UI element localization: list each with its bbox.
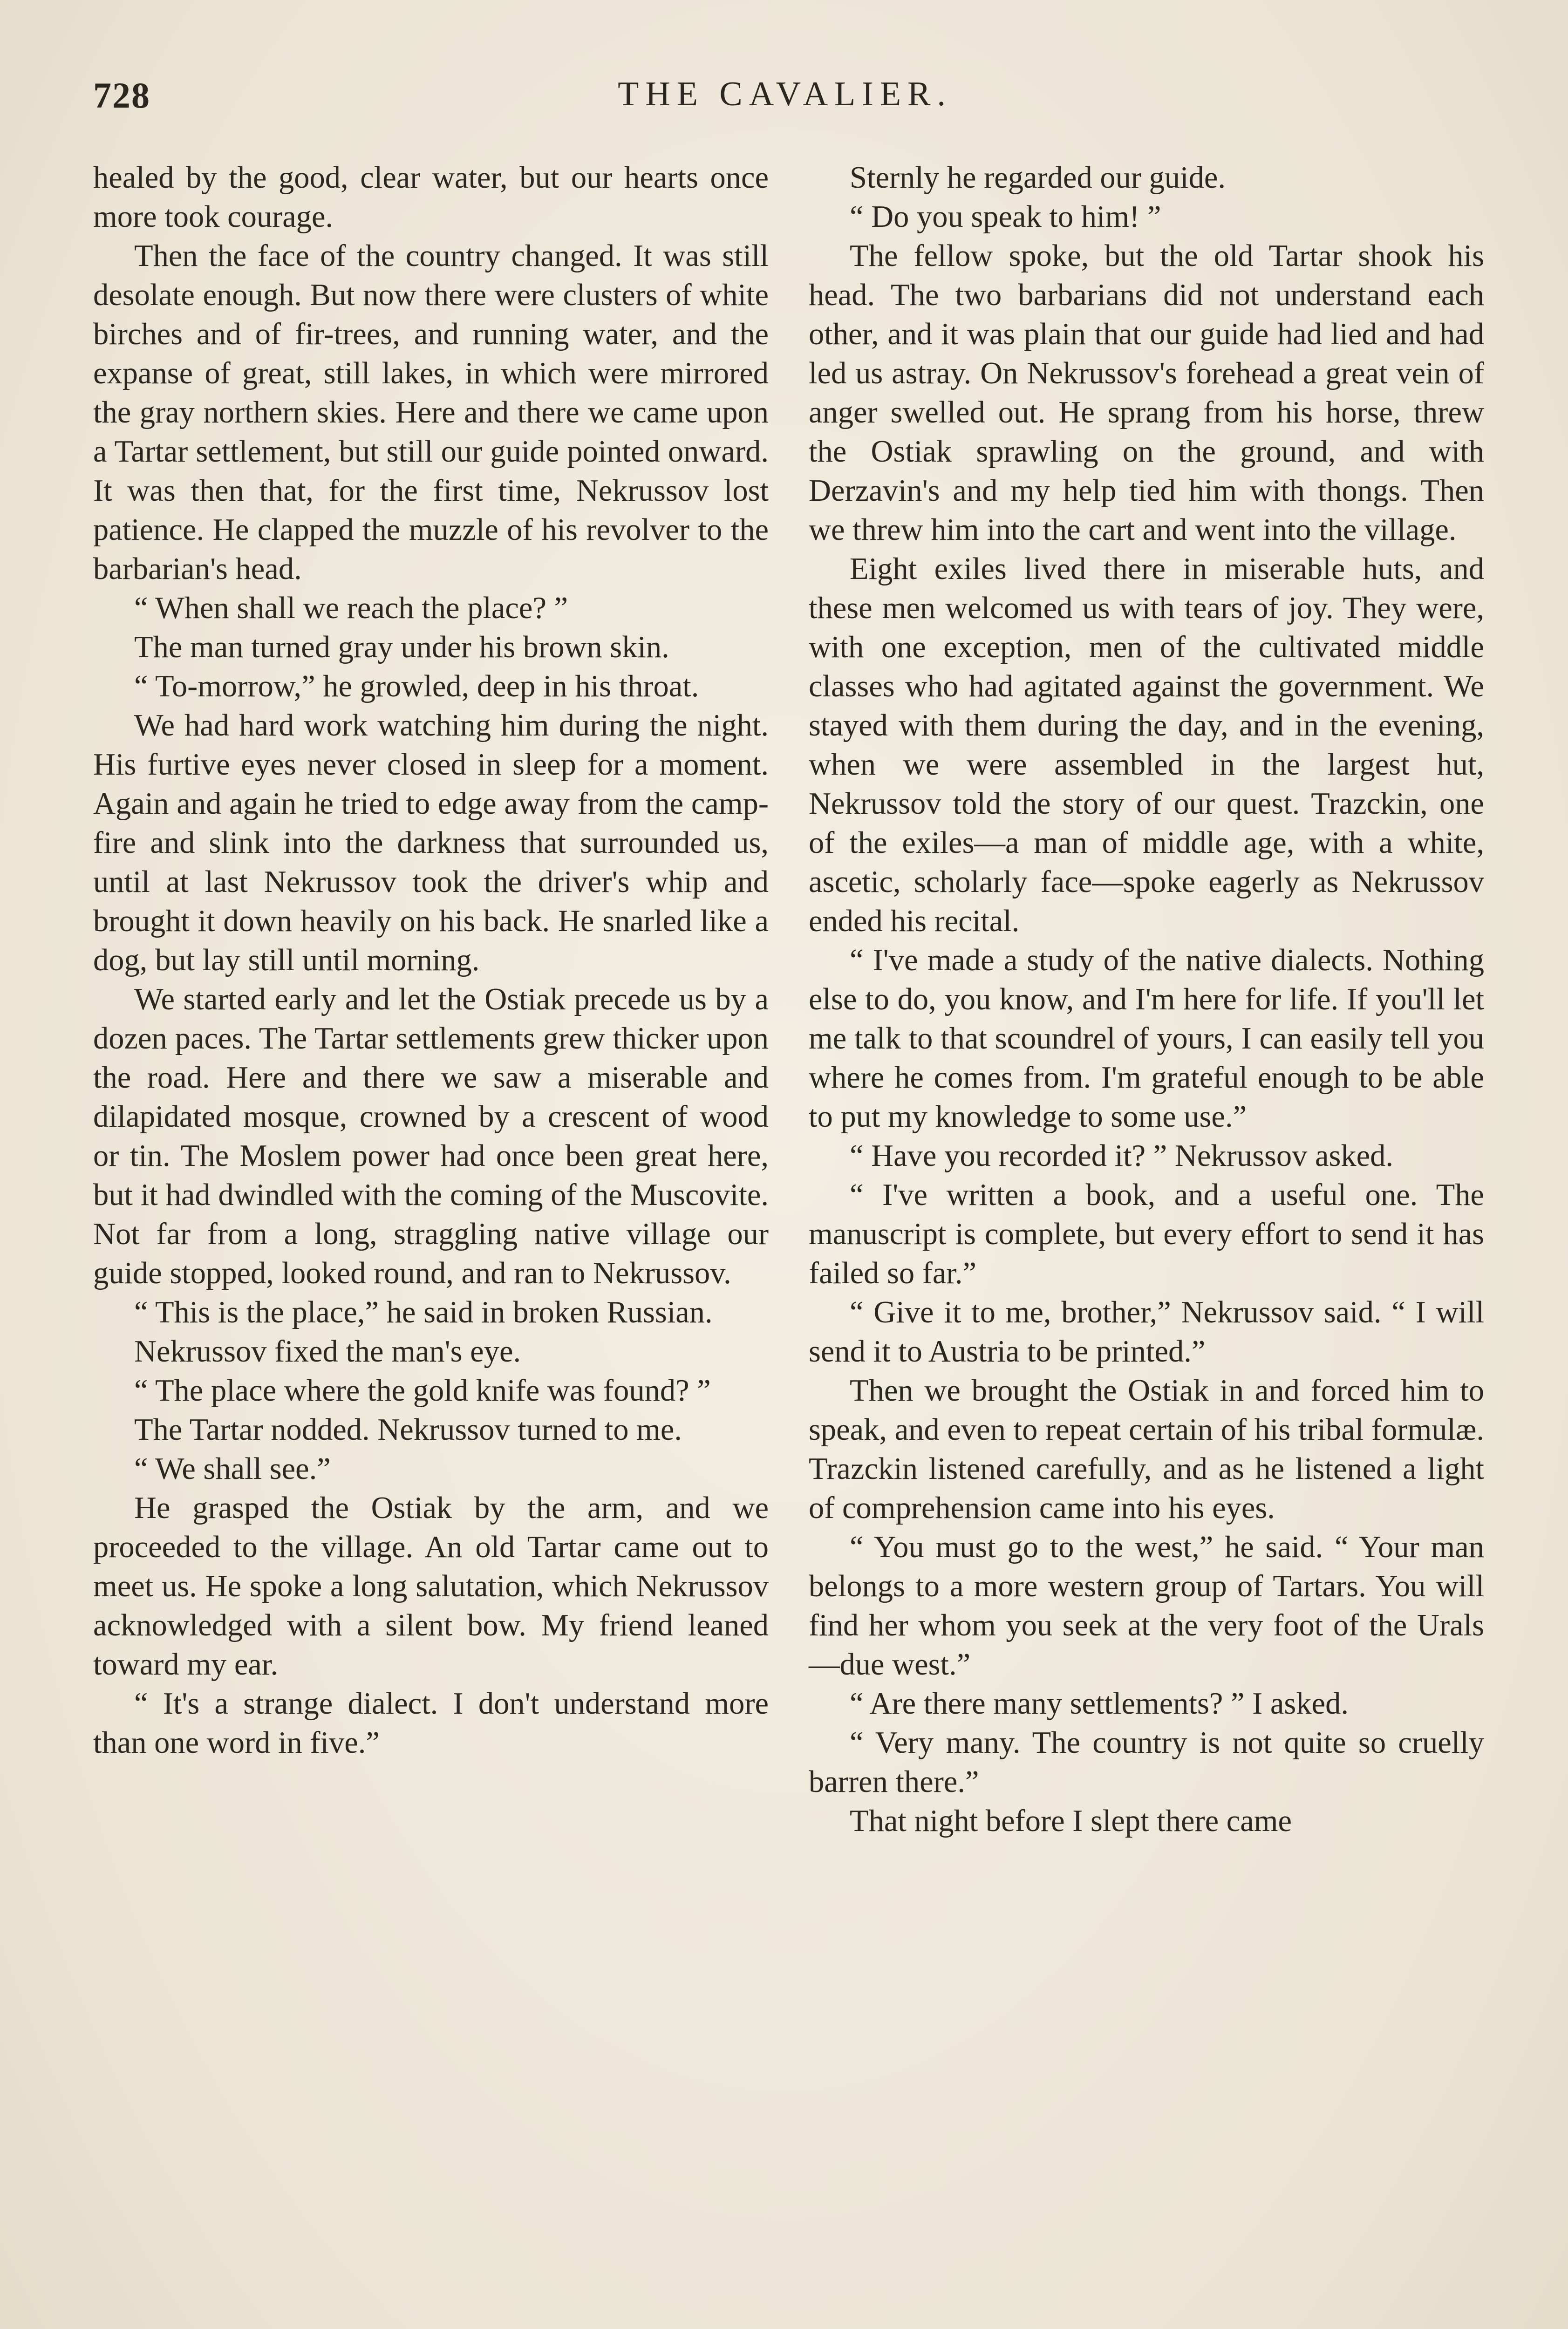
paragraph: “ To-morrow,” he growled, deep in his throat. — [134, 669, 699, 703]
paragraph: “ We shall see.” — [134, 1452, 331, 1486]
paragraph: The fellow spoke, but the old Tartar shook his head. The two barbarians did not understand each other, and it was plain that our guide had lied and had led us astray. On Nekrussov's forehead a great vein of anger swelled out. He sprang from his horse, threw the Ostiak sprawling on the ground, and with Derzavin's and my help tied him with thongs. Then we threw him into the cart and went into the village. — [809, 239, 1484, 547]
paragraph: “ Very many. The country is not quite so cruelly barren there.” — [809, 1726, 1484, 1799]
paragraph: “ This is the place,” he said in broken Russian. — [134, 1295, 713, 1329]
paragraph: “ Give it to me, brother,” Nekrussov said. “ I will send it to Austria to be printed.” — [809, 1295, 1484, 1369]
paragraph: “ The place where the gold knife was found? ” — [134, 1374, 711, 1408]
page-number: 728 — [93, 75, 150, 116]
paragraph: Then we brought the Ostiak in and forced him to speak, and even to repeat certain of his tribal formulæ. Trazckin listened carefully, and as he listened a light of comprehension came into his eyes. — [809, 1374, 1484, 1525]
paragraph: Eight exiles lived there in miserable huts, and these men welcomed us with tears of joy. They were, with one exception, men of the cultivated middle classes who had agitated against the government. We stayed with them during the day, and in the evening, when we were assembled in the largest hut, Nekrussov told the story of our quest. Trazckin, one of the exiles—a man of middle age, with a white, ascetic, scholarly face—spoke eagerly as Nekrussov ended his recital. — [809, 552, 1484, 938]
paragraph: That night before I slept there came — [850, 1804, 1292, 1838]
paragraph: “ Have you recorded it? ” Nekrussov asked. — [850, 1139, 1393, 1173]
paragraph: “ I've written a book, and a useful one. The manuscript is complete, but every effort to send it has failed so far.” — [809, 1178, 1484, 1290]
paragraph: We had hard work watching him during the night. His furtive eyes never closed in sleep for a moment. Again and again he tried to edge away from the camp-fire and slink into the darkness that surrounded us, until at last Nekrussov took the driver's whip and brought it down heavily on his back. He snarled like a dog, but lay still until morning. — [93, 708, 769, 977]
paragraph: “ You must go to the west,” he said. “ Your man belongs to a more western group of Tartars. You will find her whom you seek at the very foot of the Urals—due west.” — [809, 1530, 1484, 1682]
paragraph: “ Do you speak to him! ” — [850, 200, 1161, 234]
paragraph: “ I've made a study of the native dialects. Nothing else to do, you know, and I'm here for life. If you'll let me talk to that scoundrel of yours, I can easily tell you where he comes from. I'm grateful enough to be able to put my knowledge to some use.” — [809, 943, 1484, 1134]
paragraph: The Tartar nodded. Nekrussov turned to me. — [134, 1413, 682, 1447]
paragraph: Then the face of the country changed. It was still desolate enough. But now there were clusters of white birches and of fir-trees, and running water, and the expanse of great, still lakes, in which were mirrored the gray northern skies. Here and there we came upon a Tartar settlement, but still our guide pointed onward. It was then that, for the first time, Nekrussov lost patience. He clapped the muzzle of his revolver to the barbarian's head. — [93, 239, 769, 586]
paragraph: “ Are there many settlements? ” I asked. — [850, 1687, 1349, 1721]
paragraph: “ When shall we reach the place? ” — [134, 591, 568, 625]
paragraph: We started early and let the Ostiak precede us by a dozen paces. The Tartar settlements grew thicker upon the road. Here and there we saw a miserable and dilapidated mosque, crowned by a crescent of wood or tin. The Moslem power had once been great here, but it had dwindled with the coming of the Muscovite. Not far from a long, straggling native village our guide stopped, looked round, and ran to Nekrussov. — [93, 982, 769, 1290]
page-header — [93, 75, 1477, 130]
paragraph: “ It's a strange dialect. I don't understand more than one word in five.” — [93, 1687, 769, 1760]
text-column-right — [809, 158, 1484, 1841]
paragraph: The man turned gray under his brown skin. — [134, 630, 669, 664]
paragraph: He grasped the Ostiak by the arm, and we proceeded to the village. An old Tartar came out to meet us. He spoke a long salutation, which Nekrussov acknowledged with a silent bow. My friend leaned toward my ear. — [93, 1491, 769, 1682]
text-column-left — [93, 158, 769, 1763]
running-title: THE CAVALIER. — [618, 75, 952, 113]
paragraph: healed by the good, clear water, but our hearts once more took courage. — [93, 161, 769, 234]
paragraph: Nekrussov fixed the man's eye. — [134, 1335, 521, 1369]
paragraph: Sternly he regarded our guide. — [850, 161, 1226, 195]
